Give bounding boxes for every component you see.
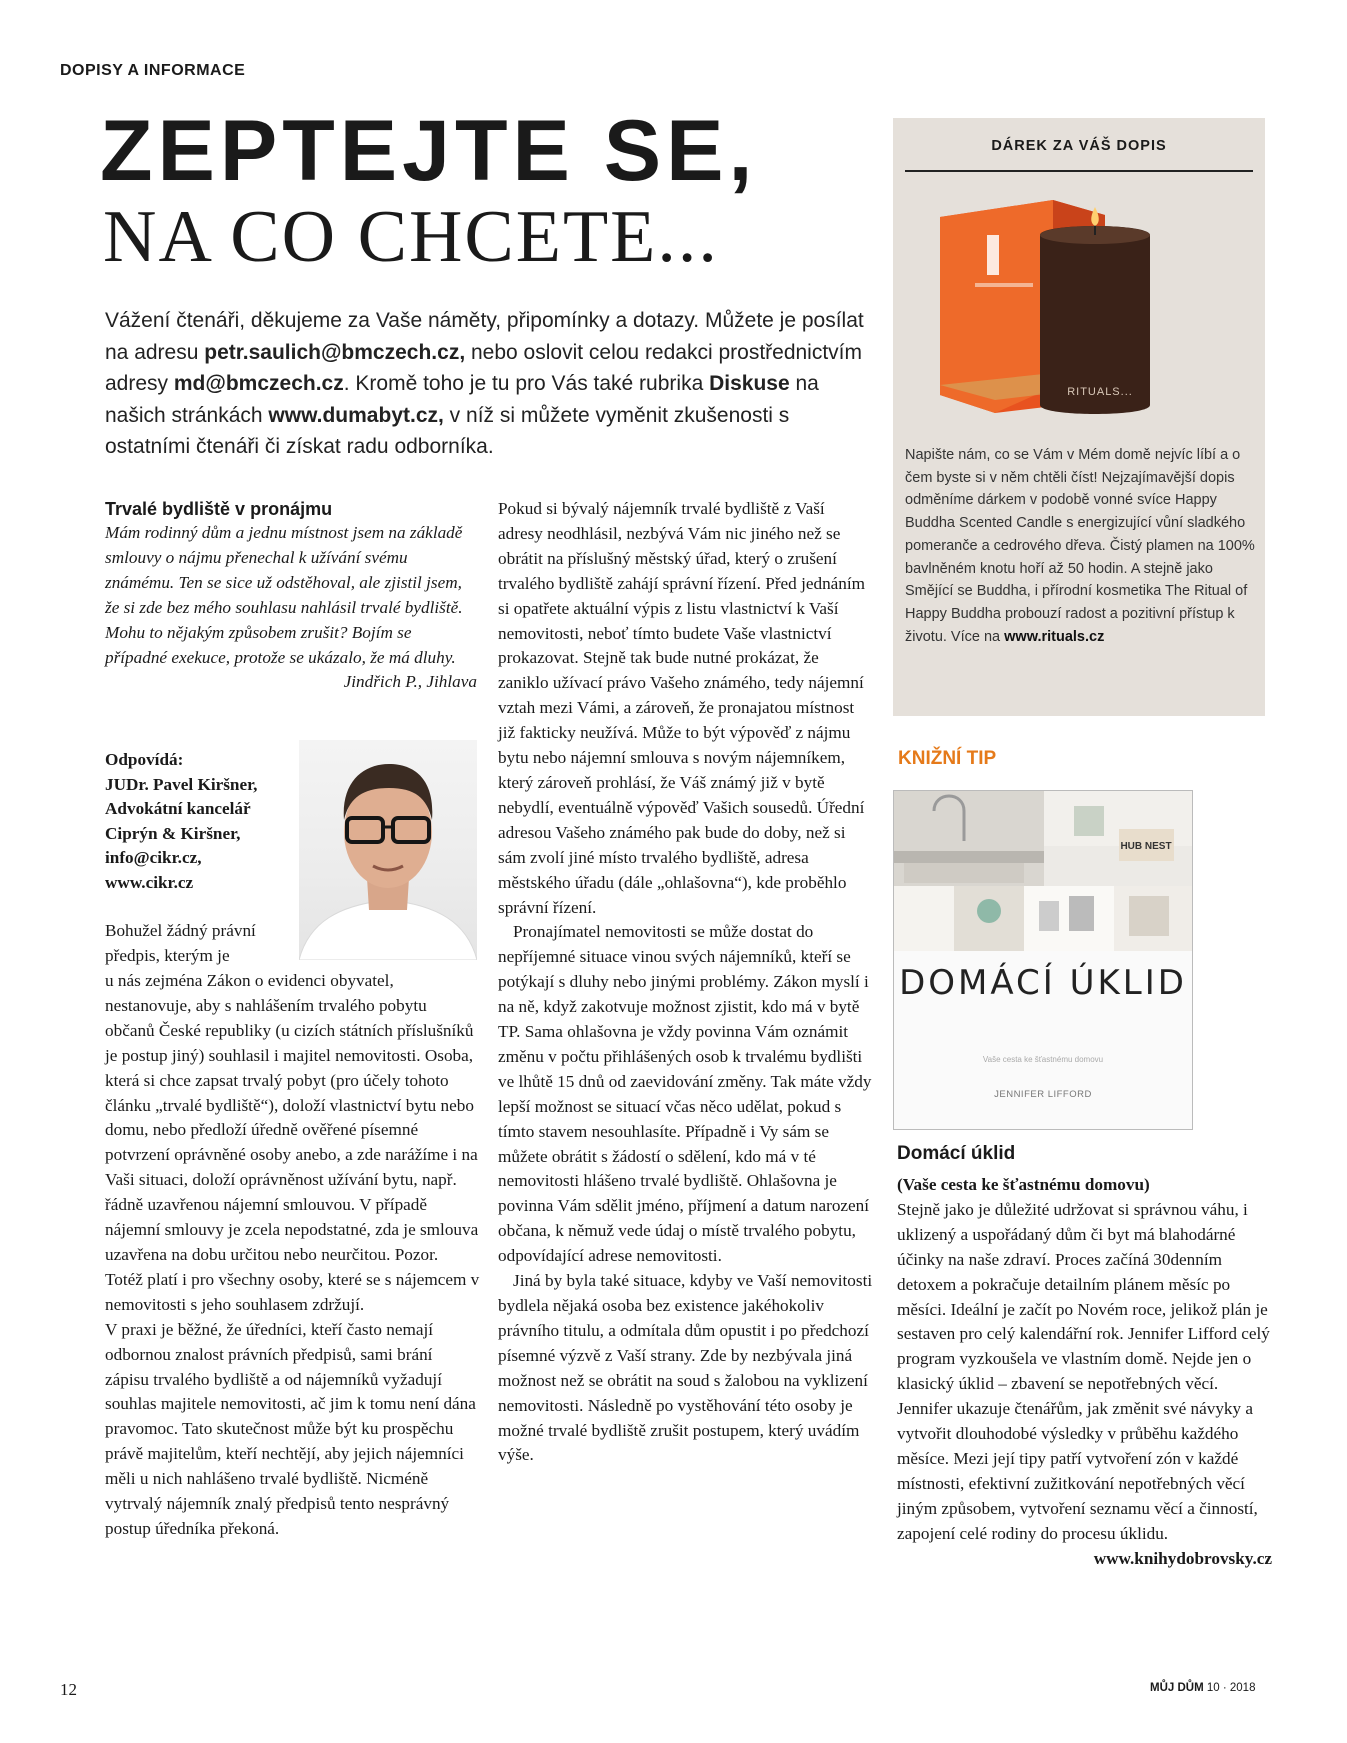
- magazine-footer: [1150, 1682, 1255, 1694]
- answer-paragraph: Pokud si bývalý nájemník trvalé bydliště z Vaší adresy neodhlásil, nezbývá Vám nic jiného než se obrátit na příslušný městský úřad, který o zrušení trvalého bydliště zahájí správní řízení. Před jednáním si opatřete aktuální výpis z listu vlastnictví k Vaší nemovitosti, neboť tímto budete Vaše vlastnictví prokazovat. Stejně tak bude nutné prokázat, že zaniklo užívací právo Vašeho známého, tedy nájemní vztah mezi Vámi, a zároveň, že pronajatou místnost již fakticky neužívá. Může to být výpověď z nájmu bytu nebo nájemní smlouva s novým nájemníkem, který zároveň prohlásí, že Váš známý již v bytě nebydlí, eventuálně výpověď Vašich sousedů. Úřední adresou Vašeho známého pak bude do doby, než si sám zvolí jiné místo trvalého bydliště, adresa městského úřadu (dále „ohlašovna“), kde proběhlo správní řízení.: [498, 499, 866, 917]
- intro-email-link[interactable]: petr.saulich@bmczech.cz,: [204, 340, 466, 364]
- section-label: DOPISY A INFORMACE: [60, 62, 246, 79]
- responder-block: [105, 748, 305, 895]
- answer-start: Bohužel žádný právní předpis, kterým je: [105, 921, 256, 965]
- intro-text: . Kromě toho je tu pro Vás také rubrika: [343, 372, 710, 395]
- answer-column-2: [498, 497, 873, 1468]
- gift-link[interactable]: www.rituals.cz: [1004, 628, 1105, 645]
- book-tip-label: KNIŽNÍ TIP: [898, 748, 997, 769]
- responder-photo: [299, 740, 477, 960]
- answer-paragraph: V praxi je běžné, že úředníci, kteří často nemají odbornou znalost právních předpisů, sami brání zápisu trvalého bydliště a od nájemníků vyžadují souhlas majitele nemovitosti, ač jim k tomu není dána pravomoc. Tato skutečnost může být ku prospěchu právě majitelům, kteří nechtějí, aby jejich nájemníci měli u nich nahlášeno trvalé bydliště. Nicméně vytrvalý nájemník znalý předpisů tento nesprávný postup úředníka překoná.: [105, 1319, 476, 1538]
- magazine-name: MŮJ DŮM: [1150, 1682, 1204, 1694]
- answer-paragraph: Jiná by byla také situace, kdyby ve Vaší nemovitosti bydlela nějaká osoba bez existence jakéhokoliv právního titulu, a odmítala dům opustit i po předchozí písemné výzvě z Vaší strany. Zde by nezbývala jiná možnost než se obrátit na soud s žalobou na vyklizení nemovitosti. Následně po vystěhování této osoby je možné trvalé bydliště zrušit postupem, který uvádím výše.: [498, 1271, 873, 1465]
- book-cover-subtitle: Vaše cesta ke šťastnému domovu: [982, 1055, 1104, 1064]
- intro-text: nebo oslovit celou redakci prostřednictvím adresy: [105, 340, 863, 395]
- candle-product-image: [935, 195, 1235, 425]
- responder-name: JUDr. Pavel Kiršner,: [105, 774, 258, 794]
- book-subtitle: (Vaše cesta ke šťastnému domovu): [897, 1175, 1150, 1194]
- book-cover: [893, 790, 1193, 1130]
- intro-text: Vážení čtenáři, děkujeme za Vaše náměty, připomínky a dotazy. Můžete je posílat na adresu: [105, 309, 864, 364]
- intro-web-link[interactable]: www.dumabyt.cz,: [268, 403, 444, 427]
- gift-description: [905, 444, 1255, 648]
- book-title: Domácí úklid: [897, 1143, 1016, 1164]
- intro-diskuse: Diskuse: [709, 372, 790, 395]
- intro-email-link[interactable]: md@bmczech.cz: [173, 372, 344, 395]
- book-cover-title: DOMÁCÍ ÚKLID: [899, 963, 1187, 1003]
- gift-divider: [905, 170, 1253, 172]
- gift-text: Napište nám, co se Vám v Mém domě nejvíc líbí a o čem byste si v něm chtěli číst! Nejzajímavější dopis odměníme dárkem v podobě vonné svíce Happy Buddha Scented Candle s energizující vůní sladkého pomeranče a cedrového dřeva. Čistý plamen na 100% bavlněném knotu hoří až 50 hodin. A stejně jako Smějící se Buddha, i přírodní kosmetika The Ritual of Happy Buddha probouzí radost a pozitivní přístup k životu. Více na: [905, 447, 1255, 645]
- page-number: 12: [60, 1680, 77, 1699]
- responder-portrait-illustration: [299, 740, 477, 960]
- answer-column-1: [105, 969, 480, 1542]
- headline-line-1: ZEPTEJTE SE,: [100, 103, 758, 199]
- letter-title: Trvalé bydliště v pronájmu: [105, 499, 333, 519]
- book-text: Stejně jako je důležité udržovat si správnou váhu, i uklizený a uspořádaný dům či byt má blahodárné účinky na naše zdraví. Proces začíná 30denním detoxem a pokračuje detailním plánem měsíc po měsíci. Ideální je začít po Novém roce, jelikož plán je sestaven pro celý kalendářní rok. Jennifer Lifford celý program vyzkoušela ve vlastním domě. Nejde jen o klasický úklid – zbavení se nepotřebných věcí. Jennifer ukazuje čtenářům, jak změnit své návyky a vytvořit dlouhodobé výsledky v průběhu každého měsíce. Mezi její tipy patří vytvoření zón v každé místnosti, efektivní zužitkování nepotřebných věcí jiným způsobem, vytvoření seznamu věcí a činností, zapojení celé rodiny do procesu úklidu.: [897, 1199, 1270, 1543]
- answer-paragraph: Pronajímatel nemovitosti se může dostat do nepříjemné situace vinou svých nájemníků, kteří se potýkají s dluhy nebo jinými problémy. Zákon myslí i na ně, když zakotvuje možnost zjistit, kdo má v bytě TP. Sama ohlašovna je vždy povinna Vám oznámit změnu v počtu přihlášených osob k trvalému bydlišti ve lhůtě 15 dnů od zaevidování změny. Tak máte vždy lepší možnost se situací včas něco udělat, pokud s tímto stavem nesouhlasíte. Případně i Vy sám se můžete obrátit s žádostí o sdělení, kdo má v té nemovitosti hlášeno trvalé bydliště. Ohlašovna je povinna Vám sdělit jméno, příjmení a datum narození občana, k němuž vede údaj o místě trvalého pobytu, odpovídající adrese nemovitosti.: [498, 922, 872, 1266]
- book-link[interactable]: www.knihydobrovsky.cz: [1093, 1548, 1272, 1568]
- intro-text: na našich stránkách: [105, 372, 819, 427]
- book-cover-photo: [894, 791, 1192, 951]
- book-cover-author: JENNIFER LIFFORD: [994, 1089, 1092, 1100]
- letter-question: Mám rodinný dům a jednu místnost jsem na základě smlouvy o nájmu přenechal k užívání svému známému. Ten se sice už odstěhoval, ale zjistil jsem, že si zde bez mého souhlasu nahlásil trvalé bydliště. Mohu to nějakým způsobem zrušit? Bojím se případné exekuce, protože se ukázalo, že má dluhy.: [105, 523, 463, 667]
- responder-email-link[interactable]: info@cikr.cz,: [105, 848, 202, 867]
- responder-web-link[interactable]: www.cikr.cz: [105, 872, 194, 892]
- candle-brand: RITUALS...: [1067, 386, 1133, 398]
- headline-line-2: NA CO CHCETE...: [103, 196, 719, 278]
- book-cover-sign: HUB NEST: [1120, 841, 1172, 852]
- letter-signature: Jindřich P., Jihlava: [343, 672, 477, 692]
- magazine-issue: 10 · 2018: [1206, 1682, 1256, 1694]
- responder-line: Odpovídá:: [105, 750, 184, 769]
- responder-line: Ciprýn & Kiršner,: [105, 823, 241, 843]
- intro-text: v níž si můžete vyměnit zkušenosti s ostatními čtenáři či získat radu odborníka.: [105, 403, 790, 458]
- intro-paragraph: [105, 305, 875, 463]
- book-description: [897, 1173, 1272, 1572]
- gift-label: DÁREK ZA VÁŠ DOPIS: [991, 138, 1167, 154]
- answer-paragraph: u nás zejména Zákon o evidenci obyvatel, nestanovuje, aby s nahlášením trvalého pobytu občanů České republiky (u cizích státních příslušníků je postup jiný) souhlasil i majitel nemovitosti. Osoba, která si chce zapsat trvalý pobyt (pro účely tohoto článku „trvalé bydliště“), doloží vlastnictví bytu nebo domu, nebo předloží úředně ověřené písemné potvrzení oprávněné osoby anebo, a zde narážíme i na Vaši situaci, doloží oprávněnost užívání bytu, např. řádně uzavřenou nájemní smlouvou. V případě nájemní smlouvy je zcela nepodstatné, zda je smlouva uzavřena na dobu určitou nebo neurčitou. Pozor. Totéž platí i pro všechny osoby, které se s nájemcem v nemovitosti s jeho souhlasem zdržují.: [105, 971, 480, 1314]
- responder-line: Advokátní kancelář: [105, 799, 251, 818]
- letter-question-block: [105, 497, 477, 695]
- candle-illustration: [935, 195, 1235, 425]
